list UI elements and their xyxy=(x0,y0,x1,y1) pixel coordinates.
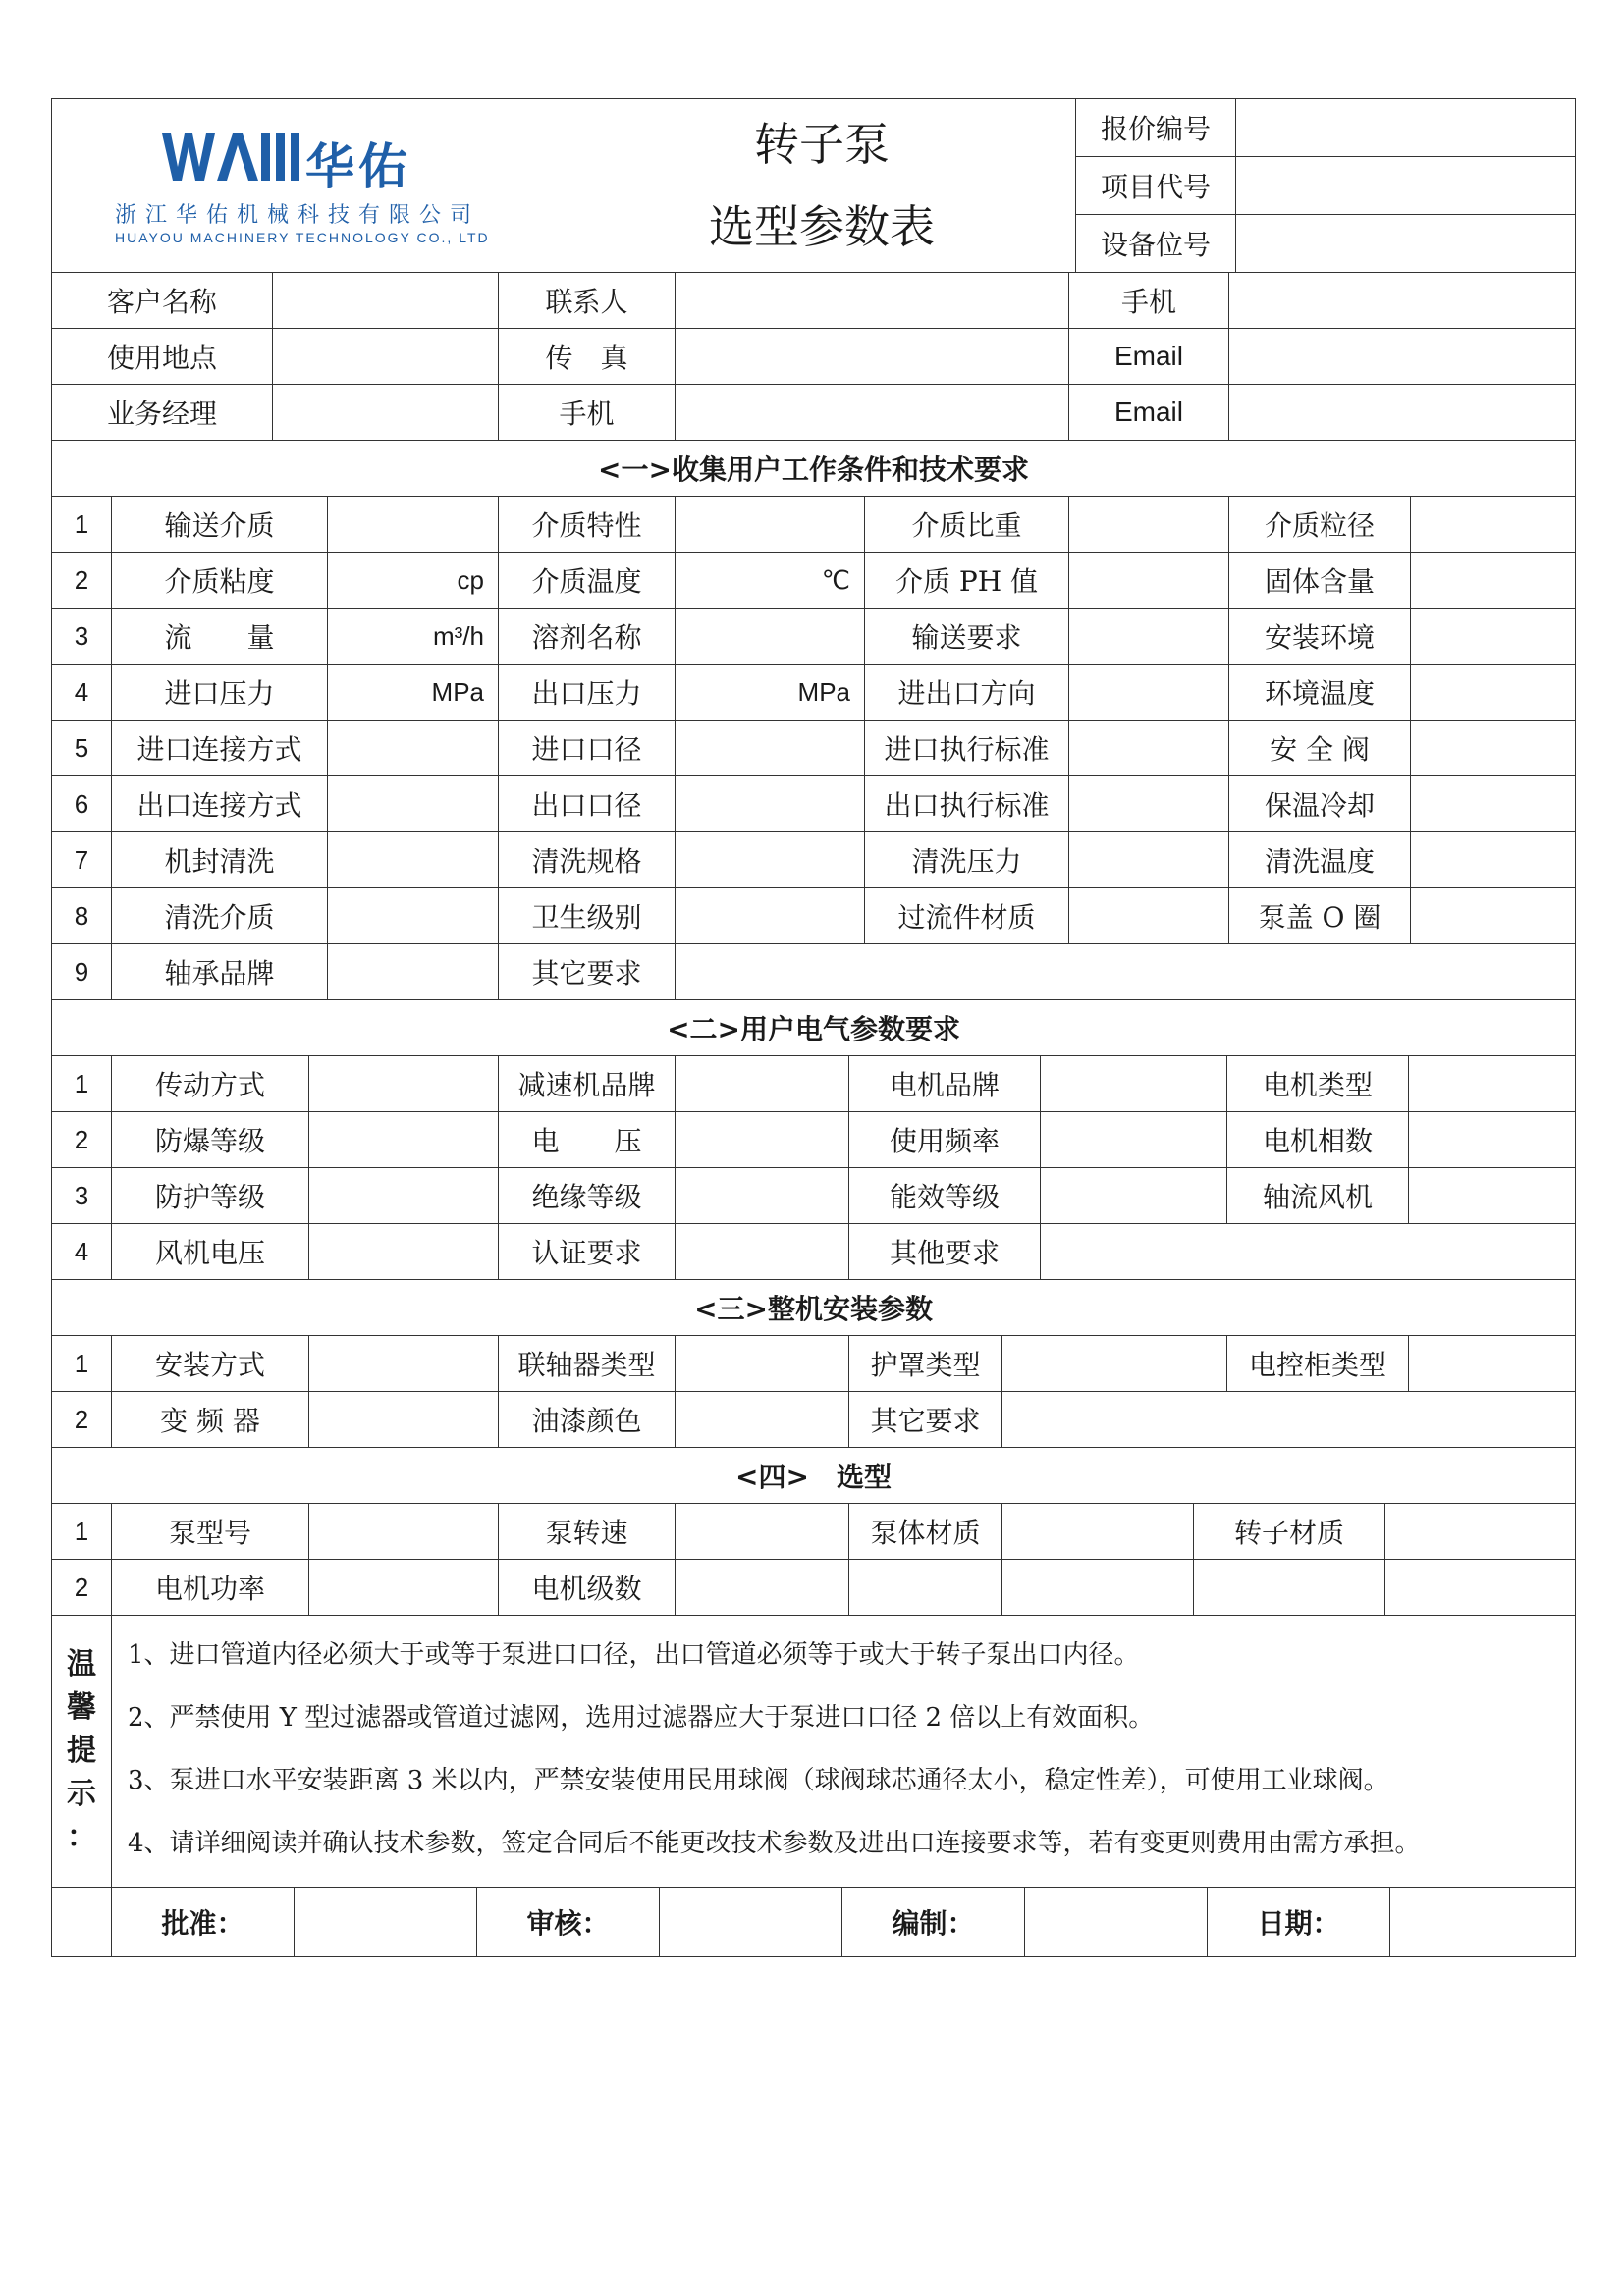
field-label: 轴承品牌 xyxy=(112,944,328,1000)
field-value-wide[interactable] xyxy=(1002,1392,1576,1448)
field-value[interactable] xyxy=(1069,721,1229,776)
field-value[interactable] xyxy=(1229,329,1576,385)
field-label: 泵体材质 xyxy=(849,1504,1002,1560)
field-value[interactable] xyxy=(676,1392,849,1448)
field-value[interactable] xyxy=(1229,385,1576,441)
customer-row xyxy=(52,329,1576,385)
date-field[interactable] xyxy=(1390,1888,1576,1957)
row-number: 8 xyxy=(52,888,112,944)
section-row xyxy=(52,1560,1576,1616)
field-value[interactable] xyxy=(309,1224,499,1280)
approved-by-label: 批准： xyxy=(112,1888,295,1957)
field-value-unit[interactable] xyxy=(328,497,499,553)
field-value[interactable] xyxy=(1041,1112,1227,1168)
quote-number-label: 报价编号 xyxy=(1076,99,1236,157)
tips-list xyxy=(112,1616,1576,1888)
company-name-en: HUAYOU MACHINERY TECHNOLOGY CO., LTD xyxy=(115,230,490,245)
selection-form xyxy=(51,98,1575,1957)
section-row xyxy=(52,665,1576,721)
field-value-wide[interactable] xyxy=(1041,1224,1576,1280)
project-code-field[interactable] xyxy=(1236,157,1576,215)
field-value-unit[interactable] xyxy=(328,721,499,776)
equipment-tag-label: 设备位号 xyxy=(1076,215,1236,273)
field-value[interactable] xyxy=(676,385,1069,441)
prepared-by-field[interactable] xyxy=(1025,1888,1208,1957)
section-row xyxy=(52,1504,1576,1560)
row-number: 3 xyxy=(52,609,112,665)
field-value[interactable] xyxy=(1069,776,1229,832)
field-value[interactable] xyxy=(1411,497,1576,553)
tips-label-char: 提 xyxy=(67,1734,96,1768)
row-number: 1 xyxy=(52,497,112,553)
field-value-unit[interactable] xyxy=(328,888,499,944)
field-value[interactable] xyxy=(1411,553,1576,609)
tips-label-char: 馨 xyxy=(67,1690,96,1725)
field-label: 绝缘等级 xyxy=(499,1168,676,1224)
field-label: 使用地点 xyxy=(52,329,273,385)
field-value[interactable] xyxy=(1069,888,1229,944)
field-value[interactable] xyxy=(328,944,499,1000)
field-label: 介质粒径 xyxy=(1229,497,1411,553)
company-name: 浙江华佑机械科技有限公司 xyxy=(115,203,481,228)
field-value[interactable] xyxy=(1411,609,1576,665)
row-number: 1 xyxy=(52,1336,112,1392)
field-label: 泵型号 xyxy=(112,1504,309,1560)
tip-item: 4、请详细阅读并确认技术参数，签定合同后不能更改技术参数及进出口连接要求等，若有变更则费用由需方承担。 xyxy=(128,1829,1421,1858)
field-label: 安装方式 xyxy=(112,1336,309,1392)
signoff-row xyxy=(51,1887,1576,1957)
section-working-conditions xyxy=(51,440,1576,497)
wau-logo-mark xyxy=(162,133,299,181)
field-value[interactable] xyxy=(309,1168,499,1224)
field-label: 手机 xyxy=(1069,273,1229,329)
field-label: 其它要求 xyxy=(849,1392,1002,1448)
field-value[interactable] xyxy=(676,329,1069,385)
row-number: 3 xyxy=(52,1168,112,1224)
field-label: 介质比重 xyxy=(865,497,1069,553)
row-number: 6 xyxy=(52,776,112,832)
field-label: 进出口方向 xyxy=(865,665,1069,721)
section-row xyxy=(52,1336,1576,1392)
field-label: 防护等级 xyxy=(112,1168,309,1224)
row-number: 2 xyxy=(52,1112,112,1168)
field-label: 电机级数 xyxy=(499,1560,676,1616)
field-value[interactable] xyxy=(1411,776,1576,832)
company-logo xyxy=(52,99,568,273)
field-label: 介质特性 xyxy=(499,497,676,553)
field-label: 介质 PH 值 xyxy=(865,553,1069,609)
field-value[interactable] xyxy=(309,1560,499,1616)
field-label: 进口口径 xyxy=(499,721,676,776)
field-value[interactable] xyxy=(1385,1560,1576,1616)
tips-label xyxy=(52,1616,112,1888)
field-label: 其他要求 xyxy=(849,1224,1041,1280)
section-title: <三>整机安装参数 xyxy=(52,1280,1576,1336)
section-electrical xyxy=(51,999,1576,1280)
field-label: 清洗规格 xyxy=(499,832,676,888)
customer-info xyxy=(51,272,1576,441)
field-value[interactable] xyxy=(676,1224,849,1280)
field-value[interactable] xyxy=(309,1056,499,1112)
field-label: 轴流风机 xyxy=(1227,1168,1409,1224)
field-label: 其它要求 xyxy=(499,944,676,1000)
field-value[interactable] xyxy=(1002,1336,1227,1392)
field-label: 电机品牌 xyxy=(849,1056,1041,1112)
field-label: 清洗介质 xyxy=(112,888,328,944)
field-value[interactable] xyxy=(1411,888,1576,944)
field-label: 转子材质 xyxy=(1194,1504,1385,1560)
field-label: 客户名称 xyxy=(52,273,273,329)
field-label: 电控柜类型 xyxy=(1227,1336,1409,1392)
row-number: 2 xyxy=(52,1392,112,1448)
field-value[interactable] xyxy=(1069,665,1229,721)
customer-row xyxy=(52,273,1576,329)
title-line-1: 转子泵 xyxy=(754,118,890,171)
field-label: 输送介质 xyxy=(112,497,328,553)
tip-item: 1、进口管道内径必须大于或等于泵进口口径，出口管道必须等于或大于转子泵出口内径。 xyxy=(128,1640,1140,1670)
row-number: 2 xyxy=(52,553,112,609)
field-label: 能效等级 xyxy=(849,1168,1041,1224)
field-value[interactable] xyxy=(1411,832,1576,888)
field-label: 业务经理 xyxy=(52,385,273,441)
equipment-tag-field[interactable] xyxy=(1236,215,1576,273)
field-label: 出口连接方式 xyxy=(112,776,328,832)
section-row xyxy=(52,609,1576,665)
reviewed-by-field[interactable] xyxy=(660,1888,842,1957)
field-label: 介质温度 xyxy=(499,553,676,609)
field-label: 固体含量 xyxy=(1229,553,1411,609)
field-value[interactable] xyxy=(676,273,1069,329)
tip-item: 3、泵进口水平安装距离 3 米以内，严禁安装使用民用球阀（球阀球芯通径太小，稳定性差），可使用工业球阀。 xyxy=(128,1766,1389,1795)
field-label: 进口连接方式 xyxy=(112,721,328,776)
section-row xyxy=(52,888,1576,944)
field-value[interactable] xyxy=(1069,832,1229,888)
section-installation xyxy=(51,1279,1576,1448)
field-label: 出口压力 xyxy=(499,665,676,721)
field-label: 手机 xyxy=(499,385,676,441)
section-row xyxy=(52,1392,1576,1448)
field-value-unit[interactable]: ℃ xyxy=(676,553,865,609)
field-value-unit[interactable] xyxy=(676,721,865,776)
field-label: 过流件材质 xyxy=(865,888,1069,944)
field-value[interactable] xyxy=(676,1112,849,1168)
project-code-label: 项目代号 xyxy=(1076,157,1236,215)
field-label: 输送要求 xyxy=(865,609,1069,665)
field-value-unit[interactable] xyxy=(676,888,865,944)
section-row xyxy=(52,832,1576,888)
field-label: 环境温度 xyxy=(1229,665,1411,721)
field-value-unit[interactable] xyxy=(328,832,499,888)
field-value[interactable] xyxy=(1409,1112,1576,1168)
tips-label-char: 示 xyxy=(67,1777,96,1811)
tips-label-char: 温 xyxy=(67,1647,96,1682)
section-row xyxy=(52,944,1576,1000)
section-title: <二>用户电气参数要求 xyxy=(52,1000,1576,1056)
field-value[interactable] xyxy=(1041,1168,1227,1224)
tip-item: 2、严禁使用 Y 型过滤器或管道过滤网，选用过滤器应大于泵进口口径 2 倍以上有效面积。 xyxy=(128,1703,1155,1733)
field-value[interactable] xyxy=(1194,1560,1385,1616)
row-number: 1 xyxy=(52,1504,112,1560)
field-value[interactable] xyxy=(849,1560,1002,1616)
form-header xyxy=(51,98,1576,273)
section-row xyxy=(52,1168,1576,1224)
field-label: 机封清洗 xyxy=(112,832,328,888)
field-label: 防爆等级 xyxy=(112,1112,309,1168)
field-value[interactable] xyxy=(1409,1056,1576,1112)
field-label: 进口执行标准 xyxy=(865,721,1069,776)
row-number: 7 xyxy=(52,832,112,888)
field-value[interactable] xyxy=(676,1168,849,1224)
field-label: 出口执行标准 xyxy=(865,776,1069,832)
prepared-by-label: 编制： xyxy=(842,1888,1025,1957)
field-value[interactable] xyxy=(1069,609,1229,665)
field-label: Email xyxy=(1069,385,1229,441)
field-value[interactable] xyxy=(309,1392,499,1448)
field-label: 溶剂名称 xyxy=(499,609,676,665)
title-line-2: 选型参数表 xyxy=(709,200,935,253)
field-label: Email xyxy=(1069,329,1229,385)
form-title xyxy=(568,99,1076,273)
row-number: 2 xyxy=(52,1560,112,1616)
field-label: 联轴器类型 xyxy=(499,1336,676,1392)
field-value-unit[interactable] xyxy=(676,609,865,665)
section-row xyxy=(52,497,1576,553)
field-value[interactable] xyxy=(1069,553,1229,609)
field-label: 联系人 xyxy=(499,273,676,329)
approved-by-field[interactable] xyxy=(295,1888,477,1957)
field-label: 介质粘度 xyxy=(112,553,328,609)
customer-row xyxy=(52,385,1576,441)
field-value-unit[interactable]: cp xyxy=(328,553,499,609)
field-label: 电机类型 xyxy=(1227,1056,1409,1112)
field-label: 电 压 xyxy=(499,1112,676,1168)
section-row xyxy=(52,1056,1576,1112)
field-label: 油漆颜色 xyxy=(499,1392,676,1448)
field-value[interactable] xyxy=(1409,1336,1576,1392)
field-value[interactable] xyxy=(309,1112,499,1168)
quote-number-field[interactable] xyxy=(1236,99,1576,157)
reviewed-by-label: 审核： xyxy=(477,1888,660,1957)
section-title: <一>收集用户工作条件和技术要求 xyxy=(52,441,1576,497)
field-label: 护罩类型 xyxy=(849,1336,1002,1392)
field-label: 卫生级别 xyxy=(499,888,676,944)
field-label: 清洗温度 xyxy=(1229,832,1411,888)
field-label: 变 频 器 xyxy=(112,1392,309,1448)
field-label: 传动方式 xyxy=(112,1056,309,1112)
section-selection xyxy=(51,1447,1576,1616)
field-value-unit[interactable]: MPa xyxy=(676,665,865,721)
field-value[interactable] xyxy=(1069,497,1229,553)
field-label: 泵盖 O 圈 xyxy=(1229,888,1411,944)
field-label: 泵转速 xyxy=(499,1504,676,1560)
row-number: 1 xyxy=(52,1056,112,1112)
signoff-spacer xyxy=(52,1888,112,1957)
row-number: 4 xyxy=(52,1224,112,1280)
field-value[interactable] xyxy=(273,385,499,441)
field-label: 认证要求 xyxy=(499,1224,676,1280)
field-value-unit[interactable]: MPa xyxy=(328,665,499,721)
field-value-unit[interactable] xyxy=(676,776,865,832)
field-label: 流 量 xyxy=(112,609,328,665)
tips-block xyxy=(51,1615,1576,1888)
section-row xyxy=(52,1112,1576,1168)
field-value[interactable] xyxy=(273,329,499,385)
field-label: 保温冷却 xyxy=(1229,776,1411,832)
section-row xyxy=(52,721,1576,776)
field-label: 风机电压 xyxy=(112,1224,309,1280)
section-row xyxy=(52,776,1576,832)
tips-label-char: ： xyxy=(67,1820,96,1854)
section-working-conditions-rows xyxy=(51,496,1576,1000)
field-value[interactable] xyxy=(1229,273,1576,329)
field-label: 使用频率 xyxy=(849,1112,1041,1168)
field-label: 安 全 阀 xyxy=(1229,721,1411,776)
field-label: 减速机品牌 xyxy=(499,1056,676,1112)
field-value[interactable] xyxy=(1002,1504,1194,1560)
field-value-unit[interactable] xyxy=(676,497,865,553)
field-value-unit[interactable] xyxy=(328,776,499,832)
row-number: 4 xyxy=(52,665,112,721)
field-value[interactable] xyxy=(1041,1056,1227,1112)
field-value[interactable] xyxy=(1409,1168,1576,1224)
field-value[interactable] xyxy=(273,273,499,329)
field-value[interactable] xyxy=(309,1336,499,1392)
field-label: 清洗压力 xyxy=(865,832,1069,888)
logo-cn-name: 华佑 xyxy=(305,138,411,195)
field-value[interactable] xyxy=(1411,665,1576,721)
field-value-unit[interactable]: m³/h xyxy=(328,609,499,665)
section-title: <四> 选型 xyxy=(52,1448,1576,1504)
field-value-unit[interactable] xyxy=(676,832,865,888)
field-label: 传 真 xyxy=(499,329,676,385)
field-value[interactable] xyxy=(676,1336,849,1392)
field-label: 电机相数 xyxy=(1227,1112,1409,1168)
field-value[interactable] xyxy=(1002,1560,1194,1616)
field-value[interactable] xyxy=(1385,1504,1576,1560)
row-number: 5 xyxy=(52,721,112,776)
field-label: 电机功率 xyxy=(112,1560,309,1616)
field-value[interactable] xyxy=(309,1504,499,1560)
section-row xyxy=(52,553,1576,609)
row-number: 9 xyxy=(52,944,112,1000)
field-value-wide[interactable] xyxy=(676,944,1576,1000)
field-value[interactable] xyxy=(676,1056,849,1112)
field-value[interactable] xyxy=(676,1504,849,1560)
field-value[interactable] xyxy=(1411,721,1576,776)
field-label: 出口口径 xyxy=(499,776,676,832)
date-label: 日期： xyxy=(1208,1888,1390,1957)
field-label: 安装环境 xyxy=(1229,609,1411,665)
field-label: 进口压力 xyxy=(112,665,328,721)
field-value[interactable] xyxy=(676,1560,849,1616)
section-row xyxy=(52,1224,1576,1280)
